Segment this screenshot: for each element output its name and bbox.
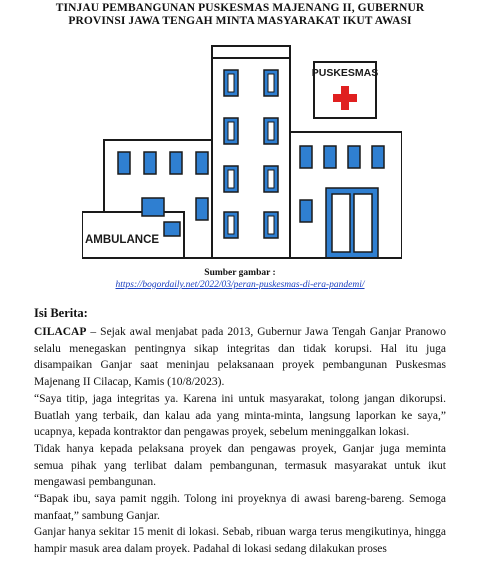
- source-link[interactable]: https://bogordaily.net/2022/03/peran-puskesmas-di-era-pandemi/: [115, 280, 365, 290]
- article-paragraph: “Bapak ibu, saya pamit nggih. Tolong ini proyeknya di awasi bareng-bareng. Semoga manfaat,” sambung Ganjar.: [34, 493, 446, 522]
- article-paragraph: “Saya titip, jaga integritas ya. Karena ini untuk masyarakat, tolong jangan dikorupsi. Buatlah yang terbaik, dan kalau ada yang minta-minta, langsung laporkan ke saya,” ucapnya, kepada kontraktor dan pengawas proyek, sebelum meninggalkan lokasi.: [34, 392, 446, 439]
- document-title: [0, 2, 480, 28]
- entrance-door: [326, 188, 378, 258]
- article-paragraph: [34, 324, 446, 391]
- lead-place: CILACAP: [34, 326, 87, 338]
- title-line-2: PROVINSI JAWA TENGAH MINTA MASYARAKAT IKUT AWASI: [68, 15, 412, 27]
- article-paragraph: Ganjar hanya sekitar 15 menit di lokasi. Sebab, ribuan warga terus mengikutinya, hingga hampir masuk area dalam proyek. Padahal di lokasi sedang dilakukan proses: [34, 526, 446, 556]
- puskesmas-illustration: [82, 40, 402, 262]
- source-label: Sumber gambar :: [204, 268, 276, 278]
- title-line-1: TINJAU PEMBANGUNAN PUSKESMAS MAJENANG II, GUBERNUR: [55, 2, 425, 14]
- sign-label: PUSKESMAS: [311, 67, 379, 79]
- ambulance-label: AMBULANCE: [84, 234, 160, 246]
- article-paragraph: Tidak hanya kepada pelaksana proyek dan pengawas proyek, Ganjar juga meminta semua pihak yang terlibat dalam pembangunan, termasuk masyarakat untuk ikut mengawasi pembangunan.: [34, 442, 446, 489]
- ambulance-window: [164, 222, 180, 236]
- paragraph-text: – Sejak awal menjabat pada 2013, Gubernur Jawa Tengah Ganjar Pranowo selalu menegaskan pentingnya sikap integritas dan tidak korupsi. Hal itu juga disampaikan Ganjar saat meninjau pelaksanaan proyek pembangunan Puskesmas Majenang II Cilacap, Kamis (10/8/2023).: [34, 326, 446, 389]
- article-body: [34, 324, 446, 558]
- section-heading: Isi Berita:: [34, 306, 88, 320]
